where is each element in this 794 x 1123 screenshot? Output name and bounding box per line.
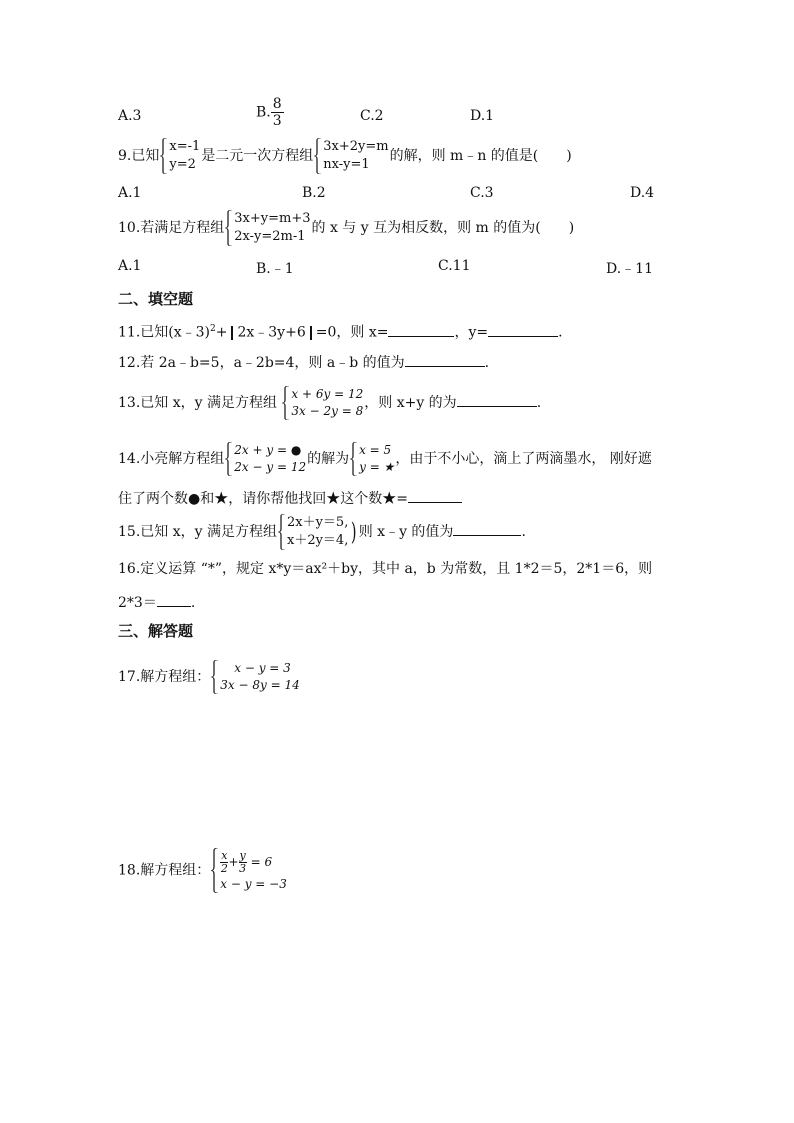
system-row: 3x − 2y = 8 bbox=[291, 404, 364, 418]
q11-prefix: 11.已知(x﹣3) bbox=[118, 324, 210, 341]
answer-blank-x[interactable] bbox=[388, 322, 454, 337]
system-row: 3x+2y=m bbox=[323, 139, 389, 154]
q11-text-y: ，y= bbox=[454, 324, 489, 341]
answer-blank[interactable] bbox=[408, 488, 462, 503]
brace-icon bbox=[225, 210, 233, 246]
system-row: y = ★ bbox=[359, 460, 395, 474]
question-11 bbox=[118, 320, 563, 342]
denominator: 2 bbox=[220, 862, 228, 875]
numerator: x bbox=[221, 849, 228, 862]
denominator: 3 bbox=[272, 113, 282, 129]
question-12 bbox=[118, 352, 489, 372]
brace-icon bbox=[350, 442, 358, 476]
system-row bbox=[220, 848, 287, 876]
closing-paren: ) bbox=[351, 518, 357, 546]
q9-mid: 是二元一次方程组 bbox=[201, 148, 314, 164]
abs-bar bbox=[310, 326, 312, 340]
q12-text: 12.若 2a﹣b=5，a﹣2b=4，则 a﹣b 的值为 bbox=[118, 355, 405, 371]
q10-suffix: 的 x 与 y 互为相反数，则 m 的值为( ) bbox=[311, 220, 575, 236]
q9-option-a: A.1 bbox=[118, 185, 142, 201]
question-15 bbox=[118, 514, 526, 550]
q13-end: . bbox=[536, 395, 542, 411]
equation-system bbox=[282, 386, 363, 420]
q8-option-c: C.2 bbox=[360, 108, 384, 124]
q9-suffix: 的解，则 m﹣n 的值是( ) bbox=[389, 148, 572, 164]
q13-prefix: 13.已知 x，y 满足方程组 bbox=[118, 395, 282, 411]
q9-option-d: D.4 bbox=[630, 185, 655, 201]
system-row: 2x-y=2m-1 bbox=[234, 229, 306, 244]
question-16-line-2 bbox=[118, 592, 195, 612]
q10-option-d: D.﹣11 bbox=[606, 261, 653, 277]
fraction bbox=[239, 850, 247, 875]
solution-system bbox=[160, 138, 200, 174]
equation-system bbox=[211, 660, 299, 694]
equation-rhs: = 6 bbox=[250, 855, 273, 869]
q15-end: . bbox=[521, 524, 526, 540]
numerator: y bbox=[239, 849, 246, 862]
equation-system bbox=[225, 210, 310, 246]
system-row: x − y = 3 bbox=[234, 661, 291, 675]
q10-option-a: A.1 bbox=[118, 258, 142, 274]
plus-sign: + bbox=[228, 855, 239, 869]
q18-prefix: 18.解方程组： bbox=[118, 862, 211, 879]
answer-blank[interactable] bbox=[453, 521, 521, 536]
question-14 bbox=[118, 442, 652, 476]
section-heading-solve: 三、解答题 bbox=[118, 622, 194, 640]
brace-icon bbox=[282, 386, 290, 420]
brace-icon bbox=[278, 514, 286, 550]
system-row: x＋2y＝4, bbox=[286, 533, 349, 548]
system-row: 2x + y = ● bbox=[234, 443, 302, 457]
q10-option-b: B.﹣1 bbox=[256, 261, 294, 277]
q9-option-c: C.3 bbox=[470, 185, 494, 201]
system-row: y=2 bbox=[169, 157, 196, 172]
answer-blank[interactable] bbox=[157, 592, 191, 607]
system-row: 3x+y=m+3 bbox=[234, 211, 311, 226]
fraction bbox=[271, 96, 284, 129]
system-row: nx-y=1 bbox=[323, 157, 370, 172]
q11-end: . bbox=[558, 324, 563, 341]
q8-option-b-label: B. bbox=[256, 104, 271, 121]
brace-icon bbox=[211, 660, 219, 694]
exponent: 2 bbox=[210, 324, 216, 334]
brace-icon bbox=[225, 442, 233, 476]
numerator: 8 bbox=[272, 96, 282, 112]
q11-text: =0，则 x= bbox=[315, 324, 389, 341]
system-row: x=-1 bbox=[169, 139, 201, 154]
system-row: x = 5 bbox=[359, 443, 392, 457]
q15-suffix: 则 x﹣y 的值为 bbox=[358, 524, 454, 540]
section-heading-fill-in: 二、填空题 bbox=[118, 290, 194, 308]
system-row: 3x − 8y = 14 bbox=[220, 678, 300, 692]
q15-prefix: 15.已知 x，y 满足方程组 bbox=[118, 524, 277, 540]
equation-system bbox=[278, 514, 348, 550]
equation-system bbox=[314, 138, 388, 174]
brace-icon bbox=[211, 848, 219, 893]
solution-system bbox=[350, 442, 394, 476]
question-10 bbox=[118, 210, 574, 246]
answer-blank-y[interactable] bbox=[488, 322, 558, 337]
denominator: 3 bbox=[239, 862, 247, 875]
q8-option-a: A.3 bbox=[118, 108, 142, 124]
question-16: 16.定义运算 “*”，规定 x*y＝ax²＋by，其中 a，b 为常数，且 1*2＝5，2*1＝6，则 bbox=[118, 561, 653, 577]
equation-system bbox=[211, 848, 287, 893]
question-17 bbox=[118, 660, 301, 694]
q16-line2: 2*3＝ bbox=[118, 595, 157, 611]
question-9 bbox=[118, 138, 572, 174]
system-row: x + 6y = 12 bbox=[291, 387, 364, 401]
question-18 bbox=[118, 848, 288, 893]
answer-blank[interactable] bbox=[405, 352, 485, 367]
q14-line2: 住了两个数●和★，请你帮他找回★这个数★= bbox=[118, 491, 408, 507]
system-row: 2x＋y＝5, bbox=[286, 515, 349, 530]
equation-system bbox=[225, 442, 306, 476]
question-13 bbox=[118, 386, 541, 420]
q13-suffix: ，则 x+y 的为 bbox=[364, 395, 457, 411]
q10-prefix: 10.若满足方程组 bbox=[118, 220, 225, 236]
q16-end: . bbox=[190, 595, 196, 611]
answer-blank[interactable] bbox=[457, 392, 537, 407]
question-14-line-2 bbox=[118, 488, 462, 508]
brace-icon bbox=[160, 138, 168, 174]
q9-prefix: 9.已知 bbox=[118, 148, 160, 164]
q11-abs-content: 2x﹣3y+6 bbox=[237, 324, 306, 341]
q14-suffix: ，由于不小心，滴上了两滴墨水， 刚好遮 bbox=[395, 451, 652, 467]
q9-option-b: B.2 bbox=[302, 185, 326, 201]
q14-prefix: 14.小亮解方程组 bbox=[118, 451, 225, 467]
q17-prefix: 17.解方程组： bbox=[118, 669, 211, 685]
q8-option-b bbox=[256, 96, 284, 129]
abs-bar bbox=[231, 326, 233, 340]
q10-option-c: C.11 bbox=[438, 258, 471, 274]
system-row: x − y = −3 bbox=[220, 877, 287, 891]
system-row: 2x − y = 12 bbox=[234, 460, 307, 474]
q12-end: . bbox=[484, 355, 490, 371]
q11-plus: + bbox=[215, 324, 228, 341]
q14-mid: 的解为 bbox=[307, 451, 350, 467]
brace-icon bbox=[314, 138, 322, 174]
q8-option-d: D.1 bbox=[470, 108, 495, 124]
